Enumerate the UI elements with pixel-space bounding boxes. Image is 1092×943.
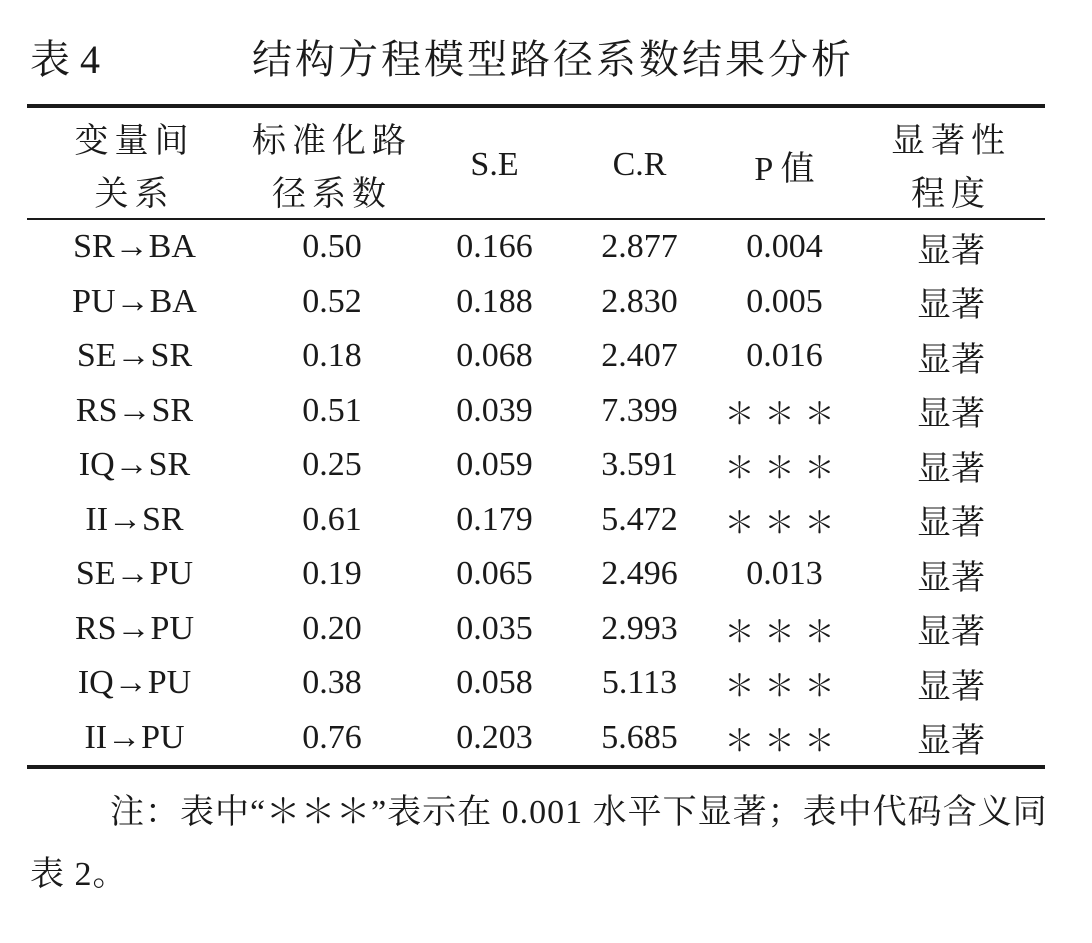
cell-cr: 2.407 bbox=[601, 337, 678, 375]
cell-relation: RS→SR bbox=[75, 391, 194, 429]
cell-p: 0.013 bbox=[746, 555, 823, 593]
cell-relation: RS→PU bbox=[74, 609, 195, 647]
cell-se: 0.035 bbox=[456, 609, 533, 647]
cell-relation: IQ→SR bbox=[78, 446, 191, 484]
cell-p: ＊＊＊ bbox=[724, 615, 845, 649]
cell-significance: 显著 bbox=[917, 505, 985, 543]
header-relation-line2: 关系 bbox=[27, 162, 242, 219]
cell-cr: 7.399 bbox=[601, 391, 678, 429]
cell-cr: 2.496 bbox=[601, 555, 678, 593]
cell-coefficient: 0.61 bbox=[302, 500, 362, 538]
cell-coefficient: 0.20 bbox=[302, 609, 362, 647]
cell-significance: 显著 bbox=[917, 559, 985, 597]
cell-significance: 显著 bbox=[857, 711, 1045, 768]
cell-p: ＊＊＊ bbox=[712, 711, 857, 768]
header-se: S.E bbox=[422, 106, 567, 219]
cell-relation: SR→BA bbox=[73, 228, 196, 266]
cell-p: ＊＊＊ bbox=[724, 506, 845, 540]
table-row bbox=[27, 384, 1045, 439]
header-significance-line2: 程度 bbox=[857, 162, 1045, 219]
path-coefficient-table bbox=[27, 104, 1045, 769]
cell-cr: 2.877 bbox=[601, 228, 678, 266]
cell-se: 0.065 bbox=[456, 555, 533, 593]
header-cr: C.R bbox=[567, 106, 712, 219]
cell-se: 0.179 bbox=[456, 500, 533, 538]
cell-se: 0.203 bbox=[422, 711, 567, 768]
cell-se: 0.039 bbox=[456, 391, 533, 429]
table-title: 结构方程模型路径系数结果分析 bbox=[252, 37, 854, 82]
cell-relation: SE→SR bbox=[76, 337, 193, 375]
cell-coefficient: 0.18 bbox=[302, 337, 362, 375]
header-significance-line1: 显著性 bbox=[857, 106, 1045, 162]
cell-p: ＊＊＊ bbox=[724, 452, 845, 486]
cell-p: ＊＊＊ bbox=[724, 397, 845, 431]
table-row bbox=[27, 711, 1045, 768]
cell-coefficient: 0.38 bbox=[302, 664, 362, 702]
cell-cr: 5.113 bbox=[601, 664, 678, 702]
cell-relation: SE→PU bbox=[75, 555, 194, 593]
cell-coefficient: 0.52 bbox=[302, 282, 362, 320]
cell-se: 0.068 bbox=[456, 337, 533, 375]
cell-coefficient: 0.76 bbox=[242, 711, 422, 768]
header-coefficient-line1: 标准化路 bbox=[242, 106, 422, 162]
cell-coefficient: 0.25 bbox=[302, 446, 362, 484]
table-caption bbox=[30, 30, 1050, 90]
cell-cr: 2.993 bbox=[601, 609, 678, 647]
cell-coefficient: 0.50 bbox=[302, 228, 362, 266]
table-number: 表 4 bbox=[30, 37, 100, 82]
cell-relation: IQ→PU bbox=[77, 664, 192, 702]
table-note: 注：表中“＊＊＊”表示在 0.001 水平下显著；表中代码含义同表 2。 bbox=[30, 794, 1048, 893]
cell-cr: 2.830 bbox=[601, 282, 678, 320]
cell-significance: 显著 bbox=[917, 614, 985, 652]
cell-significance: 显著 bbox=[917, 668, 985, 706]
header-relation-line1: 变量间 bbox=[27, 106, 242, 162]
table-header bbox=[27, 106, 1045, 219]
table-row bbox=[27, 493, 1045, 548]
cell-coefficient: 0.19 bbox=[302, 555, 362, 593]
cell-cr: 5.472 bbox=[601, 500, 678, 538]
header-coefficient-line2: 径系数 bbox=[242, 162, 422, 219]
cell-coefficient: 0.51 bbox=[302, 391, 362, 429]
cell-se: 0.059 bbox=[456, 446, 533, 484]
table-row bbox=[27, 656, 1045, 711]
table-row bbox=[27, 602, 1045, 657]
cell-significance: 显著 bbox=[917, 232, 985, 270]
cell-p: 0.016 bbox=[746, 337, 823, 375]
cell-significance: 显著 bbox=[917, 396, 985, 434]
cell-se: 0.188 bbox=[456, 282, 533, 320]
cell-significance: 显著 bbox=[917, 287, 985, 325]
cell-p: 0.004 bbox=[746, 228, 823, 266]
cell-se: 0.058 bbox=[456, 664, 533, 702]
table-row bbox=[27, 547, 1045, 602]
cell-significance: 显著 bbox=[917, 450, 985, 488]
cell-significance: 显著 bbox=[917, 341, 985, 379]
cell-p: ＊＊＊ bbox=[724, 670, 845, 704]
cell-relation: II→SR bbox=[85, 500, 184, 538]
cell-relation: II→PU bbox=[27, 711, 242, 768]
table-row bbox=[27, 219, 1045, 275]
table-row bbox=[27, 275, 1045, 330]
cell-relation: PU→BA bbox=[72, 282, 197, 320]
cell-se: 0.166 bbox=[456, 228, 533, 266]
cell-cr: 5.685 bbox=[567, 711, 712, 768]
table-row bbox=[27, 438, 1045, 493]
header-p: P 值 bbox=[712, 106, 857, 219]
cell-p: 0.005 bbox=[746, 282, 823, 320]
cell-cr: 3.591 bbox=[601, 446, 678, 484]
table-row bbox=[27, 329, 1045, 384]
table-body bbox=[27, 219, 1045, 767]
